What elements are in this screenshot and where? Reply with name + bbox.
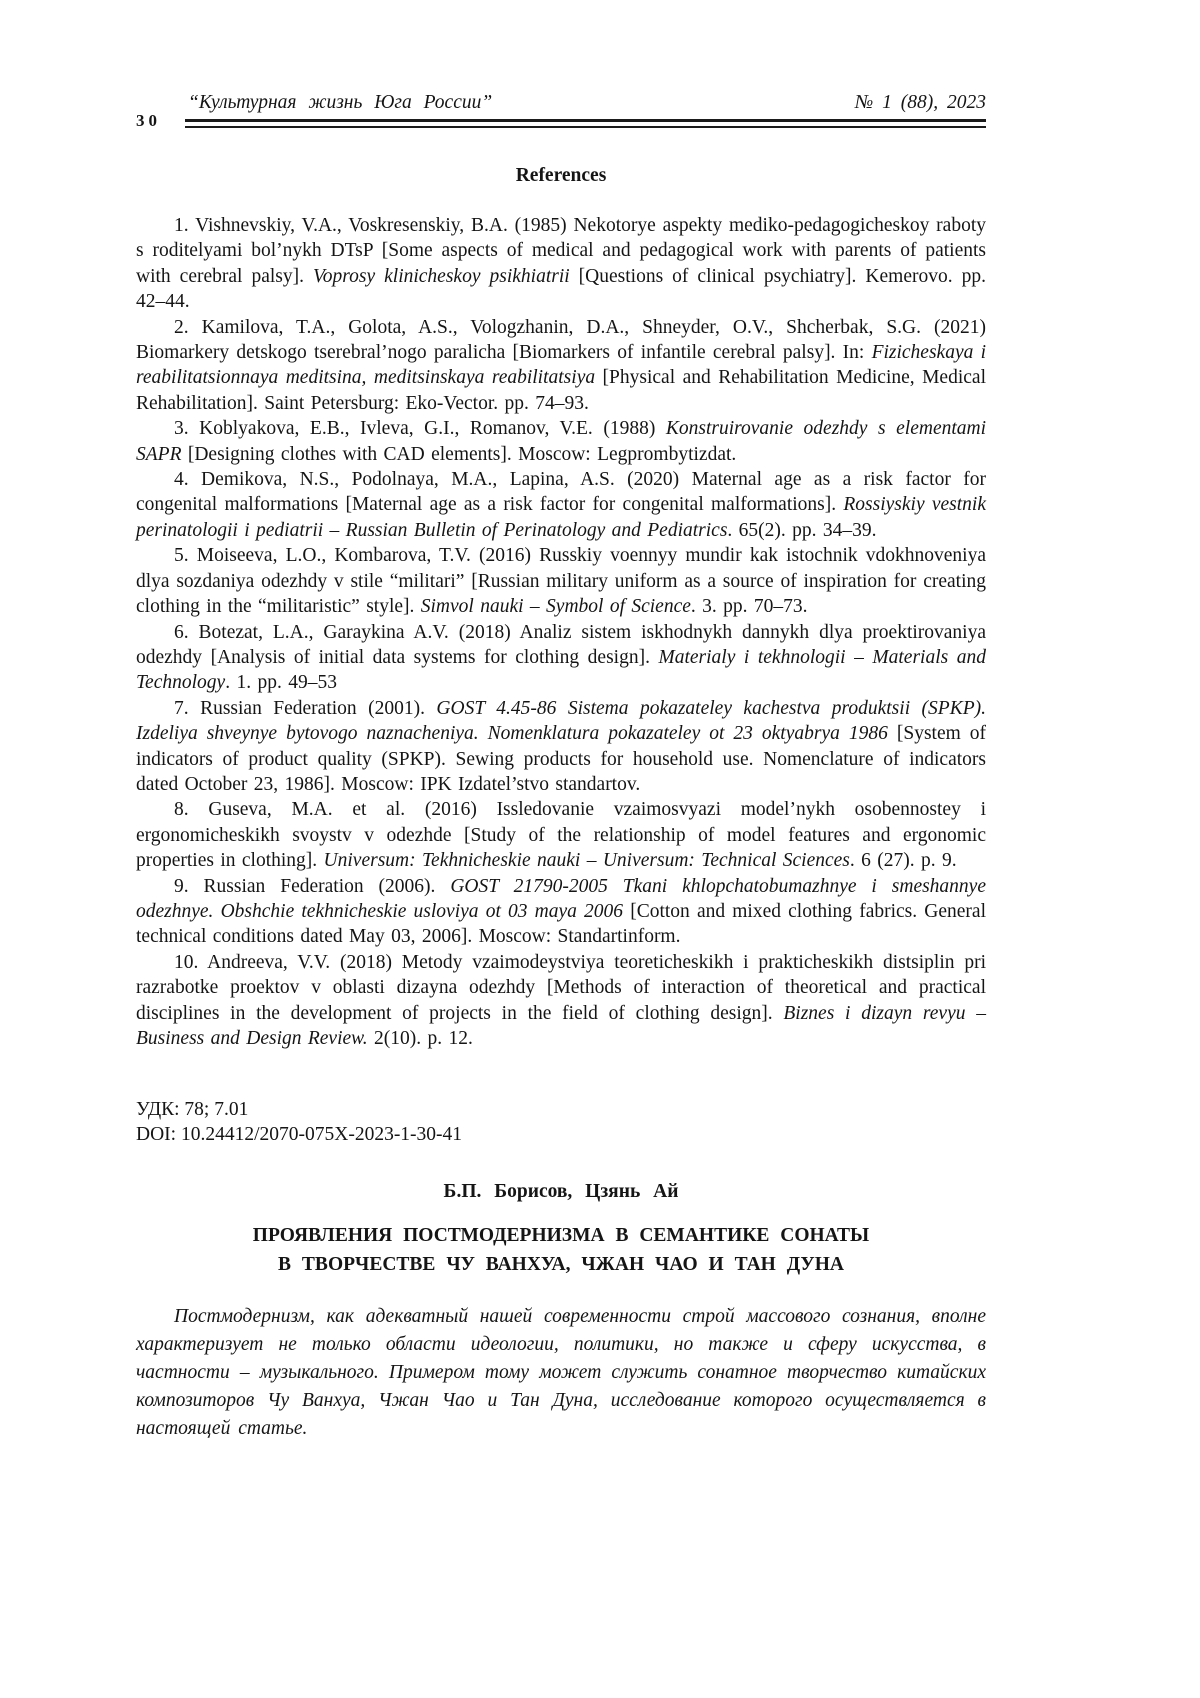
reference-item xyxy=(136,467,986,543)
reference-source-italic: GOST 4.45-86 Sistema pokazateley kachestva produktsii (SPKP). Izdeliya shveynye bytovogo naznacheniya. Nomenklatura pokazateley ot 23 oktyabrya 1986 xyxy=(136,697,986,745)
reference-item xyxy=(136,315,986,417)
reference-item xyxy=(136,416,986,467)
article-title-line-1: ПРОЯВЛЕНИЯ ПОСТМОДЕРНИЗМА В СЕМАНТИКЕ СОНАТЫ xyxy=(252,1225,870,1247)
reference-source-italic: GOST 21790-2005 Tkani khlopchatobumazhnye i smeshannye odezhnye. Obshchie tekhnicheskie usloviya ot 03 maya 2006 xyxy=(136,875,986,922)
reference-text: 10. Andreeva, V.V. (2018) Metody vzaimodeystviya teoreticheskikh i prakticheskikh distsiplin pri razrabotke proektov v oblasti dizayna odezhdy [Methods of interaction of theoretical and practical disciplines in the development of projects in the field of clothing design]. xyxy=(136,951,986,1024)
article-meta xyxy=(136,1097,986,1147)
reference-source-italic: Simvol nauki – Symbol of Science xyxy=(420,596,691,618)
article-authors: Б.П. Борисов, Цзянь Ай xyxy=(443,1181,679,1203)
udk-line: УДК: 78; 7.01 xyxy=(136,1099,249,1121)
article-title-line-2: В ТВОРЧЕСТВЕ ЧУ ВАНХУА, ЧЖАН ЧАО И ТАН ДУНА xyxy=(278,1254,844,1276)
reference-text: 4. Demikova, N.S., Podolnaya, M.A., Lapina, A.S. (2020) Maternal age as a risk factor for congenital malformations [Maternal age as a risk factor for congenital malformations]. xyxy=(136,469,986,516)
issue-number: № 1 (88), 2023 xyxy=(854,92,986,113)
reference-text: [Questions of clinical psychiatry]. Kemerovo. pp. 42–44. xyxy=(136,265,986,313)
reference-source-italic: Konstruirovanie odezhdy s elementami SAPR xyxy=(136,418,987,465)
reference-item xyxy=(136,950,986,1052)
references-list xyxy=(136,213,986,1051)
reference-source-italic: Biznes i dizayn revyu – Business and Design Review. xyxy=(136,1002,986,1049)
reference-text: 2(10). p. 12. xyxy=(367,1028,473,1049)
reference-source-italic: Rossiyskiy vestnik perinatologii i pediatrii – Russian Bulletin of Perinatology and Pediatrics xyxy=(136,494,986,541)
page-body xyxy=(136,165,986,1443)
reference-text: 1. Vishnevskiy, V.A., Voskresenskiy, B.A. (1985) Nekotorye aspekty mediko-pedagogicheskoy raboty s roditelyami bol’nykh DTsP [Some aspects of medical and pedagogical work with parents of patients with cerebral palsy]. xyxy=(136,215,986,287)
reference-item xyxy=(136,874,986,950)
reference-text: . 3. pp. 70–73. xyxy=(690,596,808,618)
reference-text: 5. Moiseeva, L.O., Kombarova, T.V. (2016) Russkiy voennyy mundir kak istochnik vdokhnoveniya dlya sozdaniya odezhdy v stile “militari” [Russian military uniform as a source of inspiration for creating clothing in the “militaristic” style]. xyxy=(136,545,986,618)
reference-item xyxy=(136,797,986,873)
reference-source-italic: Universum: Tekhnicheskie nauki – Universum: Technical Sciences xyxy=(323,850,850,872)
reference-item xyxy=(136,696,986,798)
reference-text: 6. Botezat, L.A., Garaykina A.V. (2018) Analiz sistem iskhodnykh dannykh dlya proektirovaniya odezhdy [Analysis of initial data systems for clothing design]. xyxy=(136,621,986,668)
references-heading: References xyxy=(515,165,607,186)
reference-source-italic: Voprosy klinicheskoy psikhiatrii xyxy=(313,265,570,287)
reference-text: 3. Koblyakova, E.B., Ivleva, G.I., Romanov, V.E. (1988) xyxy=(174,418,666,440)
article-abstract: Постмодернизм, как адекватный нашей современности строй массового сознания, вполне характеризует не только области идеологии, политики, но также и сферу искусства, в частности – музыкального. Примером тому может служить сонатное творчество китайских композиторов Чу Ванхуа, Чжан Чао и Тан Дуна, исследование которого осуществляется в настоящей статье. xyxy=(136,1306,986,1440)
reference-text: 7. Russian Federation (2001). xyxy=(174,697,437,719)
reference-text: [Physical and Rehabilitation Medicine, Medical Rehabilitation]. Saint Petersburg: Eko-Vector. pp. 74–93. xyxy=(136,367,986,414)
reference-source-italic: Fizicheskaya i reabilitatsionnaya meditsina, meditsinskaya reabilitatsiya xyxy=(136,342,987,389)
page-content xyxy=(136,0,986,1443)
article-title xyxy=(136,1221,986,1279)
reference-item xyxy=(136,620,986,696)
reference-text: . 65(2). pp. 34–39. xyxy=(727,519,877,541)
reference-text: 9. Russian Federation (2006). xyxy=(174,875,451,897)
doi-line: DOI: 10.24412/2070-075X-2023-1-30-41 xyxy=(136,1124,463,1146)
page-header xyxy=(136,92,986,133)
header-double-rule xyxy=(185,119,986,128)
reference-source-italic: Materialy i tekhnologii – Materials and Technology xyxy=(136,646,987,694)
reference-text: [System of indicators of product quality (SPKP). Sewing products for household use. Nomenclature of indicators dated October 23, 1986]. Moscow: IPK Izdatel’stvo standartov. xyxy=(136,723,987,795)
reference-item xyxy=(136,543,986,619)
reference-text: [Designing clothes with CAD elements]. Moscow: Legprombytizdat. xyxy=(181,443,737,465)
reference-text: 8. Guseva, M.A. et al. (2016) Issledovanie vzaimosvyazi model’nykh osobennostey i ergonomicheskikh svoystv v odezhde [Study of the relationship of model features and ergonomic properties in clothing]. xyxy=(136,799,986,872)
reference-text: [Cotton and mixed clothing fabrics. General technical conditions dated May 03, 2006]. Moscow: Standartinform. xyxy=(136,900,986,948)
journal-title: “Культурная жизнь Юга России” xyxy=(188,92,493,113)
reference-item xyxy=(136,213,986,315)
header-rule-area xyxy=(136,111,986,133)
reference-text: . 6 (27). p. 9. xyxy=(849,850,957,872)
reference-text: . 1. pp. 49–53 xyxy=(225,672,337,694)
reference-text: 2. Kamilova, T.A., Golota, A.S., Vologzhanin, D.A., Shneyder, O.V., Shcherbak, S.G. (2021) Biomarkery detskogo tserebral’nogo paralicha [Biomarkers of infantile cerebral palsy]. In: xyxy=(136,316,986,364)
page-number: 30 xyxy=(136,111,161,130)
running-head xyxy=(136,92,986,114)
